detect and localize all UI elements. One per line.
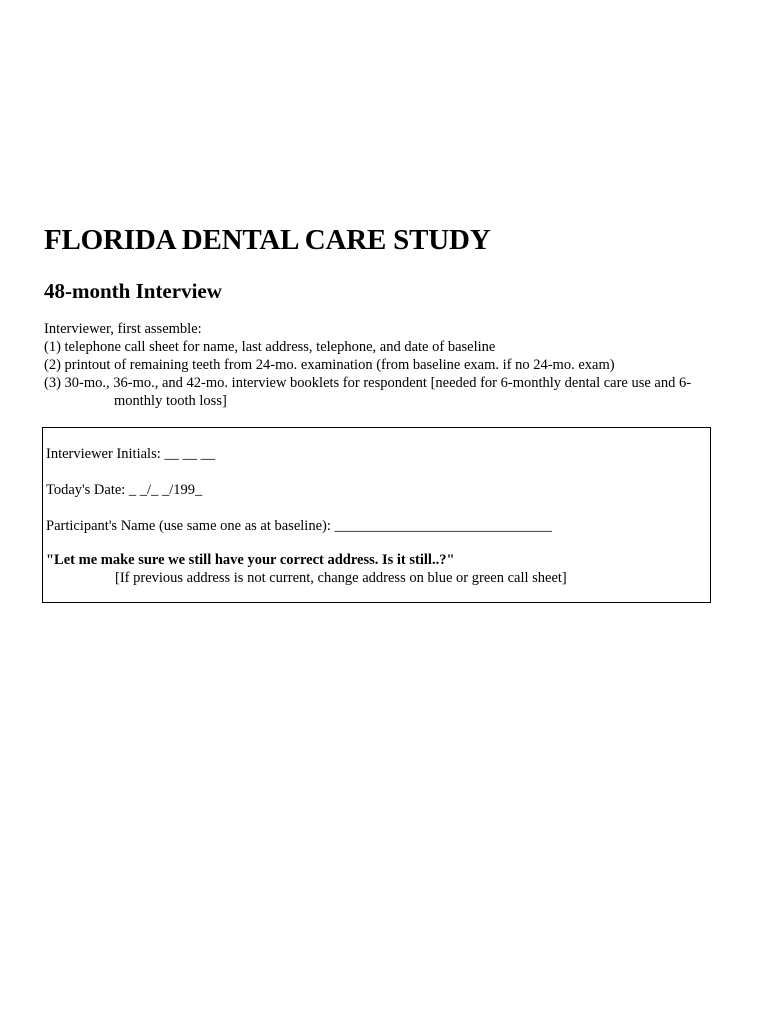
instructions-intro: Interviewer, first assemble: (44, 321, 202, 337)
instruction-item: (3) 30-mo., 36-mo., and 42-mo. interview booklets for respondent [needed for 6-monthly dental care use and 6- (44, 375, 692, 391)
instruction-item: (1) telephone call sheet for name, last address, telephone, and date of baseline (44, 339, 496, 355)
address-note: [If previous address is not current, change address on blue or green call sheet] (115, 570, 567, 586)
todays-date-field: Today's Date: _ _/_ _/199_ (46, 482, 203, 498)
address-question: "Let me make sure we still have your correct address. Is it still..?" (46, 552, 455, 568)
participant-name-field: Participant's Name (use same one as at baseline): ______________________________ (46, 518, 552, 534)
instructions (44, 320, 734, 410)
interview-info-box (42, 427, 711, 603)
interviewer-initials-field: Interviewer Initials: __ __ __ (46, 446, 216, 462)
page-subtitle: 48-month Interview (44, 279, 222, 303)
instruction-item-continuation: monthly tooth loss] (114, 393, 227, 409)
page-title: FLORIDA DENTAL CARE STUDY (44, 224, 491, 256)
instruction-item: (2) printout of remaining teeth from 24-mo. examination (from baseline exam. if no 24-mo. exam) (44, 357, 615, 373)
